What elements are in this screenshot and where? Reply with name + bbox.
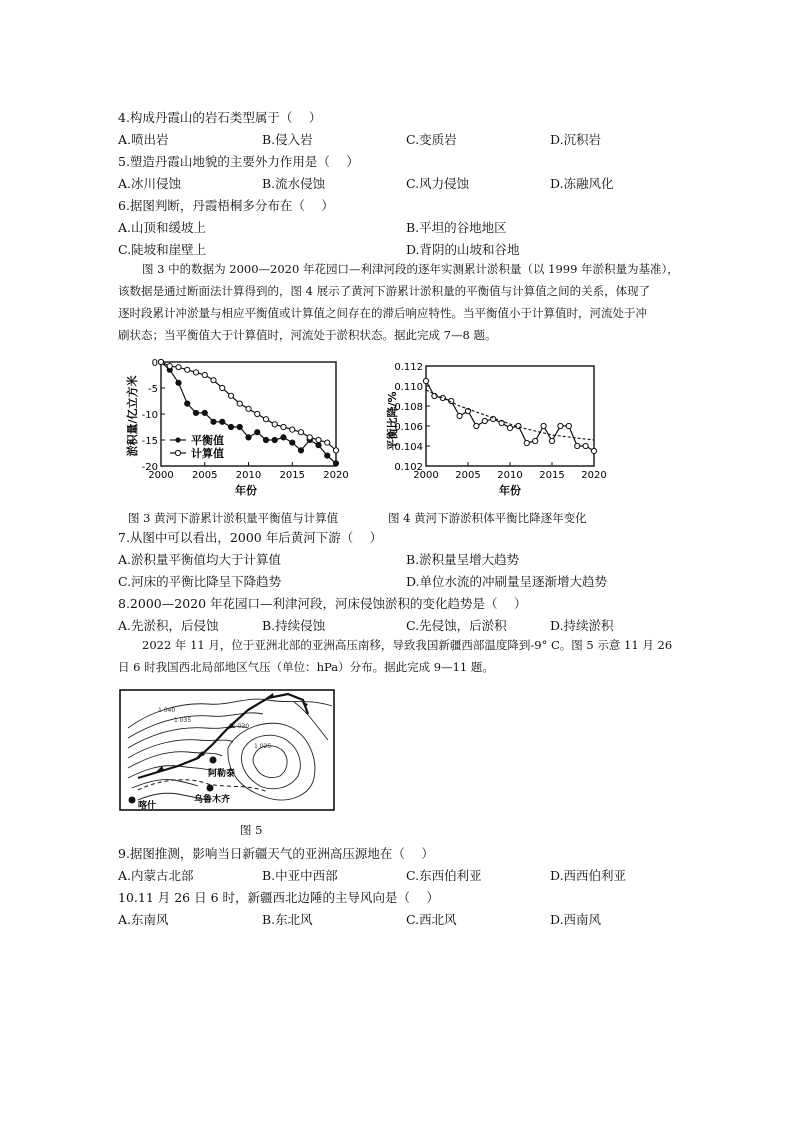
data-point-open xyxy=(211,378,216,383)
intro-paragraph-1 xyxy=(118,258,696,346)
data-point-open xyxy=(558,423,563,428)
data-point-open xyxy=(307,435,312,440)
data-point-open xyxy=(185,367,190,372)
data-point-open xyxy=(193,370,198,375)
data-point-open xyxy=(583,443,588,448)
fig4-xaxis xyxy=(413,462,606,481)
data-point-open xyxy=(524,440,529,445)
x-tick-label: 2005 xyxy=(455,470,481,481)
fig3-caption: 图 3 黄河下游累计淤积量平衡值与计算值 xyxy=(128,511,339,525)
x-tick-label: 2015 xyxy=(279,470,305,481)
data-point-open xyxy=(591,448,596,453)
q5-option-a: A.冰川侵蚀 xyxy=(118,176,182,191)
data-point-filled xyxy=(298,448,303,453)
y-tick-label: 0.104 xyxy=(394,442,423,453)
data-point-filled xyxy=(193,410,198,415)
data-point-open xyxy=(202,372,207,377)
data-point-filled xyxy=(176,380,181,385)
q9-option-a: A.内蒙古北部 xyxy=(118,868,194,883)
data-point-open xyxy=(316,437,321,442)
isobar-label-1040: 1 040 xyxy=(158,707,176,714)
kashi-marker xyxy=(129,797,136,804)
q6-option-a: A.山顶和缓坡上 xyxy=(118,220,207,235)
data-point-open xyxy=(333,448,338,453)
isobar-label-1030: 1 030 xyxy=(232,723,250,730)
q5-option-c: C.风力侵蚀 xyxy=(406,176,470,191)
fig3-legend-open-marker xyxy=(175,450,180,455)
data-point-open xyxy=(575,443,580,448)
data-point-filled xyxy=(202,410,207,415)
y-tick-label: -10 xyxy=(141,410,158,421)
data-point-filled xyxy=(325,453,330,458)
q10-stem: 10.11 月 26 日 6 时，新疆西北边陲的主导风向是（ ） xyxy=(118,890,439,905)
map-frame xyxy=(120,690,334,810)
fig3-legend xyxy=(170,433,224,460)
x-tick-label: 2010 xyxy=(235,470,262,481)
q8-stem: 8.2000—2020 年花园口—利津河段，河床侵蚀淤积的变化趋势是（ ） xyxy=(118,596,527,611)
fig3-legend-balance: 平衡值 xyxy=(191,434,224,447)
x-tick-label: 2020 xyxy=(581,470,607,481)
x-tick-label: 2020 xyxy=(323,470,349,481)
data-point-filled xyxy=(228,424,233,429)
data-point-filled xyxy=(255,430,260,435)
data-point-open xyxy=(237,401,242,406)
data-point-open xyxy=(176,365,181,370)
fig4-caption: 图 4 黄河下游淤积体平衡比降逐年变化 xyxy=(388,511,587,525)
intro2-line: 日 6 时我国西北局部地区气压（单位：hPa）分布。据此完成 9—11 题。 xyxy=(118,660,494,674)
q5-option-b: B.流水侵蚀 xyxy=(262,176,326,191)
data-point-filled xyxy=(185,401,190,406)
figure-5-map xyxy=(118,688,336,814)
data-point-open xyxy=(255,411,260,416)
figure-3-chart xyxy=(118,356,350,500)
q4-stem: 4.构成丹霞山的岩石类型属于（ ） xyxy=(118,110,322,125)
data-point-open xyxy=(423,378,428,383)
q7-stem: 7.从图中可以看出，2000 年后黄河下游（ ） xyxy=(118,530,383,545)
data-point-open xyxy=(263,417,268,422)
fig4-ylabel: 平衡比降/% xyxy=(386,391,399,451)
q9-option-d: D.西西伯利亚 xyxy=(550,868,627,883)
city-kashi: 喀什 xyxy=(138,801,157,811)
data-point-filled xyxy=(211,419,216,424)
q10-option-b: B.东北风 xyxy=(262,912,313,927)
intro-paragraph-2 xyxy=(118,634,696,678)
q4-option-c: C.变质岩 xyxy=(406,132,457,147)
series-line-1 xyxy=(161,362,336,463)
fig3-xaxis xyxy=(148,462,348,481)
y-tick-label: 0.106 xyxy=(394,422,423,433)
data-point-filled xyxy=(333,461,338,466)
fig3-series xyxy=(158,359,338,466)
y-tick-label: -20 xyxy=(141,462,158,473)
x-tick-label: 2000 xyxy=(413,470,439,481)
isobar-label-1025: 1 025 xyxy=(254,743,272,750)
data-point-open xyxy=(507,425,512,430)
data-point-open xyxy=(290,427,295,432)
data-point-open xyxy=(220,385,225,390)
data-point-open xyxy=(432,393,437,398)
isobar-label-1035: 1 035 xyxy=(174,717,192,724)
q9-stem: 9.据图推测，影响当日新疆天气的亚洲高压源地在（ ） xyxy=(118,846,434,861)
y-tick-label: 0 xyxy=(151,358,158,369)
q10-option-c: C.西北风 xyxy=(406,912,457,927)
data-point-filled xyxy=(246,435,251,440)
data-point-open xyxy=(298,430,303,435)
intro1-line: 逐时段累计冲淤量与相应平衡值或计算值之间存在的滞后响应特性。当平衡值小于计算值时，河流处于冲 xyxy=(118,306,647,320)
q5-stem: 5.塑造丹霞山地貌的主要外力作用是（ ） xyxy=(118,154,359,169)
q8-option-c: C.先侵蚀，后淤积 xyxy=(406,618,507,633)
y-tick-label: 0.112 xyxy=(394,362,423,373)
fig4-series xyxy=(423,378,596,453)
urumqi-marker xyxy=(207,785,214,792)
fig3-legend-calc: 计算值 xyxy=(191,447,224,460)
data-point-open xyxy=(167,364,172,369)
x-tick-label: 2010 xyxy=(497,470,523,481)
data-point-open xyxy=(325,440,330,445)
data-point-filled xyxy=(290,440,295,445)
series-line-1 xyxy=(426,381,594,451)
data-point-open xyxy=(549,438,554,443)
data-point-open xyxy=(158,359,163,364)
q4-option-b: B.侵入岩 xyxy=(262,132,313,147)
q8-option-d: D.持续淤积 xyxy=(550,618,614,633)
q10-option-d: D.西南风 xyxy=(550,912,602,927)
q7-option-b: B.淤积量呈增大趋势 xyxy=(406,552,520,567)
fig3-legend-filled-marker xyxy=(175,437,180,442)
fig4-xlabel: 年份 xyxy=(499,484,521,497)
q5-option-d: D.冻融风化 xyxy=(550,176,614,191)
data-point-filled xyxy=(237,424,242,429)
fig3-xlabel: 年份 xyxy=(235,484,257,497)
city-urumqi: 乌鲁木齐 xyxy=(194,795,231,805)
q6-option-c: C.陡坡和崖壁上 xyxy=(118,242,207,257)
q7-option-c: C.河床的平衡比降呈下降趋势 xyxy=(118,574,282,589)
data-point-filled xyxy=(272,437,277,442)
data-point-open xyxy=(566,423,571,428)
q8-option-b: B.持续侵蚀 xyxy=(262,618,326,633)
city-altay: 阿勒泰 xyxy=(208,769,236,779)
q6-option-d: D.背阴的山坡和谷地 xyxy=(406,242,520,257)
fig4-plot-frame xyxy=(426,366,594,466)
data-point-filled xyxy=(316,443,321,448)
y-tick-label: 0.108 xyxy=(394,402,423,413)
q6-stem: 6.据图判断，丹霞梧桐多分布在（ ） xyxy=(118,198,334,213)
intro1-line: 图 3 中的数据为 2000—2020 年花园口—利津河段的逐年实测累计淤积量（以 1999 年淤积量为基准）， xyxy=(142,262,679,276)
data-point-open xyxy=(272,422,277,427)
figure-4-chart xyxy=(380,356,610,500)
q7-option-a: A.淤积量平衡值均大于计算值 xyxy=(118,552,282,567)
data-point-open xyxy=(246,406,251,411)
data-point-open xyxy=(281,424,286,429)
q7-option-d: D.单位水流的冲刷量呈逐渐增大趋势 xyxy=(406,574,608,589)
intro2-line: 2022 年 11 月，位于亚洲北部的亚洲高压南移，导致我国新疆西部温度降到-9° C。图 5 示意 11 月 26 xyxy=(142,638,673,652)
q4-option-a: A.喷出岩 xyxy=(118,132,169,147)
data-point-open xyxy=(228,393,233,398)
series-line-2 xyxy=(426,390,594,440)
data-point-open xyxy=(440,395,445,400)
data-point-open xyxy=(482,418,487,423)
q9-option-c: C.东西伯利亚 xyxy=(406,868,482,883)
intro1-line: 该数据是通过断面法计算得到的，图 4 展示了黄河下游累计淤积量的平衡值与计算值之间的关系，体现了 xyxy=(118,284,651,298)
x-tick-label: 2000 xyxy=(148,470,174,481)
data-point-open xyxy=(533,438,538,443)
data-point-filled xyxy=(220,419,225,424)
data-point-filled xyxy=(263,437,268,442)
fig5-caption: 图 5 xyxy=(240,823,263,837)
data-point-filled xyxy=(281,435,286,440)
data-point-open xyxy=(541,423,546,428)
q6-option-b: B.平坦的谷地地区 xyxy=(406,220,507,235)
data-point-open xyxy=(457,413,462,418)
q4-option-d: D.沉积岩 xyxy=(550,132,602,147)
x-tick-label: 2015 xyxy=(539,470,565,481)
fig3-plot-frame xyxy=(161,362,336,466)
q9-option-b: B.中亚中西部 xyxy=(262,868,338,883)
data-point-open xyxy=(474,423,479,428)
x-tick-label: 2005 xyxy=(192,470,218,481)
y-tick-label: -5 xyxy=(148,384,158,395)
fig3-ylabel: 淤积量/亿立方米 xyxy=(126,375,139,457)
q10-option-a: A.东南风 xyxy=(118,912,169,927)
y-tick-label: 0.110 xyxy=(394,382,423,393)
altay-marker xyxy=(210,757,217,764)
y-tick-label: -15 xyxy=(141,436,158,447)
q8-option-a: A.先淤积，后侵蚀 xyxy=(118,618,219,633)
y-tick-label: 0.102 xyxy=(394,462,423,473)
intro1-line: 刷状态；当平衡值大于计算值时，河流处于淤积状态。据此完成 7—8 题。 xyxy=(118,328,497,342)
